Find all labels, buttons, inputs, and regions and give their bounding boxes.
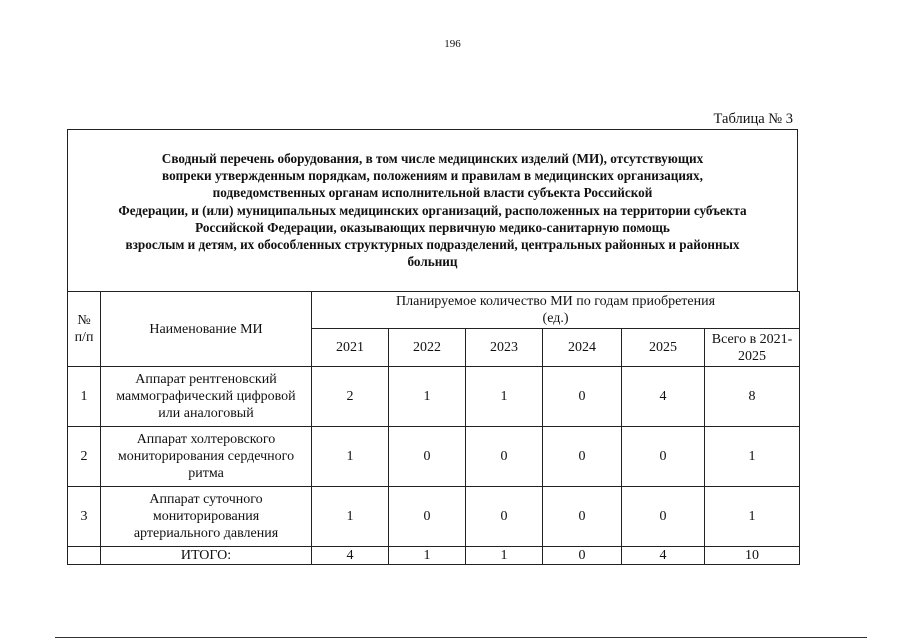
table-label: Таблица № 3 <box>713 111 793 127</box>
row-value: 1 <box>389 367 466 427</box>
title-line: Сводный перечень оборудования, в том числе медицинских изделий (МИ), отсутствующих <box>161 151 704 166</box>
header-total-line: 2025 <box>738 348 767 364</box>
row-total: 1 <box>705 487 800 547</box>
totals-value: 1 <box>466 547 543 565</box>
row-num: 3 <box>68 487 101 547</box>
header-year: 2024 <box>543 329 622 367</box>
totals-value: 4 <box>312 547 389 565</box>
table-row <box>68 367 800 427</box>
table-row <box>68 487 800 547</box>
row-value: 1 <box>312 427 389 487</box>
row-name-line: Аппарат рентгеновский <box>135 372 277 387</box>
header-num-line: п/п <box>74 330 94 345</box>
title-line: взрослым и детям, их обособленных структурных подразделений, центральных районных и районных <box>125 237 740 253</box>
totals-grand-total: 10 <box>705 547 800 565</box>
header-row-group <box>68 292 800 329</box>
totals-value: 4 <box>622 547 705 565</box>
row-value: 0 <box>543 367 622 427</box>
row-value: 0 <box>622 487 705 547</box>
title-line: больниц <box>407 254 458 270</box>
title-line: Федерации, и (или) муниципальных медицинских организаций, расположенных на территории субъекта <box>118 202 747 218</box>
table-title-box <box>67 129 798 291</box>
row-value: 0 <box>543 427 622 487</box>
row-num: 1 <box>68 367 101 427</box>
row-name-line: маммографический цифровой <box>116 389 296 404</box>
row-value: 0 <box>622 427 705 487</box>
row-total: 8 <box>705 367 800 427</box>
totals-label: ИТОГО: <box>101 547 312 565</box>
table-title <box>68 150 797 270</box>
equipment-table <box>67 291 800 565</box>
row-value: 2 <box>312 367 389 427</box>
header-year: 2021 <box>312 329 389 367</box>
row-name-line: мониторирования сердечного <box>117 449 295 464</box>
totals-value: 0 <box>543 547 622 565</box>
row-value: 0 <box>389 427 466 487</box>
header-planned-quantity <box>312 292 800 329</box>
row-name <box>101 487 312 547</box>
row-num: 2 <box>68 427 101 487</box>
page-bottom-rule <box>55 637 867 638</box>
title-line: Российской Федерации, оказывающих первичную медико-санитарную помощь <box>195 219 670 235</box>
row-name-line: ритма <box>188 466 224 481</box>
header-planned-line: (ед.) <box>542 311 569 326</box>
row-total: 1 <box>705 427 800 487</box>
totals-num-empty <box>68 547 101 565</box>
table-row <box>68 427 800 487</box>
header-planned-line: Планируемое количество МИ по годам приобретения <box>396 294 716 309</box>
row-value: 1 <box>466 367 543 427</box>
header-num-line: № <box>77 313 91 328</box>
header-num <box>68 292 101 367</box>
row-value: 0 <box>389 487 466 547</box>
row-value: 4 <box>622 367 705 427</box>
totals-row <box>68 547 800 565</box>
header-year: 2022 <box>389 329 466 367</box>
row-name-line: мониторирования <box>152 509 260 524</box>
row-value: 0 <box>466 487 543 547</box>
row-value: 0 <box>466 427 543 487</box>
header-total <box>705 329 800 367</box>
header-total-line: Всего в 2021- <box>711 331 793 347</box>
row-name <box>101 427 312 487</box>
title-line: вопреки утвержденным порядкам, положениям и правилам в медицинских организациях, <box>162 168 703 184</box>
row-name-line: Аппарат суточного <box>149 492 263 507</box>
header-name: Наименование МИ <box>101 292 312 367</box>
row-name <box>101 367 312 427</box>
row-name-line: Аппарат холтеровского <box>136 432 276 447</box>
totals-value: 1 <box>389 547 466 565</box>
row-name-line: артериального давления <box>133 526 279 541</box>
row-value: 1 <box>312 487 389 547</box>
page-number: 196 <box>444 38 461 50</box>
header-year: 2025 <box>622 329 705 367</box>
header-year: 2023 <box>466 329 543 367</box>
title-line: подведомственных органам исполнительной власти субъекта Российской <box>212 185 653 201</box>
row-name-line: или аналоговый <box>158 406 254 421</box>
row-value: 0 <box>543 487 622 547</box>
